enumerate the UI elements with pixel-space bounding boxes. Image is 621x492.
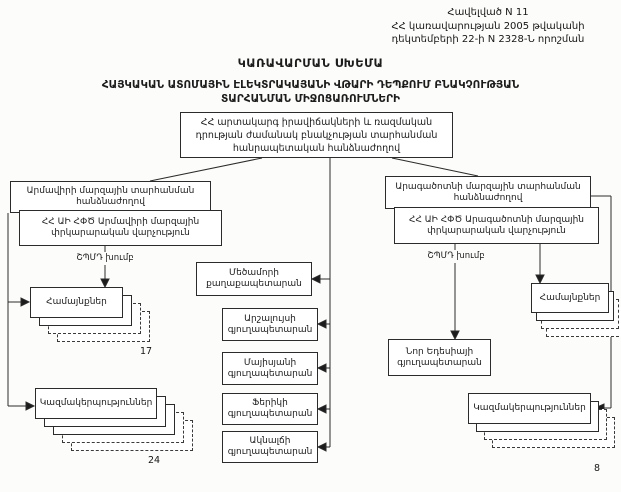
republican-commission-box: ՀՀ արտակարգ իրավիճակների և ռազմական դրության ժամանակ բնակչության տարհանման հանրապետական հանձնաժողով: [180, 112, 453, 158]
shpmd-group-label-right: ՇՊՄԴ խումբ: [427, 251, 485, 261]
municipality-box-metsamor: Մեծամորի քաղաքապետարան: [196, 262, 312, 296]
municipality-box-mayisyan: Մայիսյանի գյուղապետարան: [222, 352, 318, 385]
wire-aragatsotn-to-communities: [536, 244, 544, 283]
aragatsotn-organizations-count: 8: [594, 463, 601, 474]
nor-yedesia-box: Նոր Եդեսիայի գյուղապետարան: [388, 339, 491, 376]
municipality-box-ferik: Ֆերիկի գյուղապետարան: [222, 393, 318, 425]
armavir-communities-box: Համայնքներ: [30, 287, 123, 318]
wire-top-to-aragatsotn: [392, 158, 478, 176]
appendix-number: Հավելված N 11: [447, 7, 529, 18]
appendix-annotation: [370, 6, 606, 47]
shpmd-group-label-left: ՇՊՄԴ խումբ: [76, 253, 134, 263]
page-subtitle: [0, 78, 621, 106]
aragatsotn-commission-box: Արագածոտնի մարզային տարհանման հանձնաժողով: [385, 176, 591, 209]
municipality-box-arshaluys: Արշալույսի գյուղապետարան: [222, 308, 318, 341]
armavir-organizations-count: 24: [148, 455, 161, 466]
government-decision-line: ՀՀ կառավարության 2005 թվականի: [391, 20, 585, 32]
aragatsotn-communities-box: Համայնքներ: [531, 283, 609, 313]
wire-top-to-armavir: [150, 158, 262, 181]
aragatsotn-organizations-box: Կազմակերպություններ: [468, 393, 591, 424]
subtitle-line-1: ՀԱՅԿԱԿԱՆ ԱՏՈՄԱՅԻՆ ԷԼԵԿՏՐԱԿԱՅԱՆԻ ՎԹԱՐԻ ԴԵՊՔՈՒՄ ԲՆԱԿՉՈՒԹՅԱՆ: [101, 79, 520, 91]
armavir-organizations-box: Կազմակերպություններ: [35, 388, 157, 419]
armavir-commission-box: Արմավիրի մարզային տարհանման հանձնաժողով: [10, 181, 211, 213]
subtitle-line-2: ՏԱՐՀԱՆՄԱՆ ՄԻՋՈՑԱՌՈՒՄՆԵՐԻ: [220, 93, 400, 105]
decision-date-line: դեկտեմբերի 22-ի N 2328-Ն որոշման: [391, 34, 585, 45]
municipality-box-aknalich: Ակնալճի գյուղապետարան: [222, 431, 318, 463]
armavir-communities-count: 17: [140, 346, 153, 357]
page-title: ԿԱՌԱՎԱՐՄԱՆ ՍԽԵՄԱ: [237, 56, 384, 70]
armavir-rescue-box: ՀՀ ԱԻ ՀՓԾ Արմավիրի մարզային փրկարարական վարչություն: [19, 210, 222, 246]
aragatsotn-rescue-box: ՀՀ ԱԻ ՀՓԾ Արագածոտնի մարզային փրկարարական վարչություն: [394, 207, 599, 244]
